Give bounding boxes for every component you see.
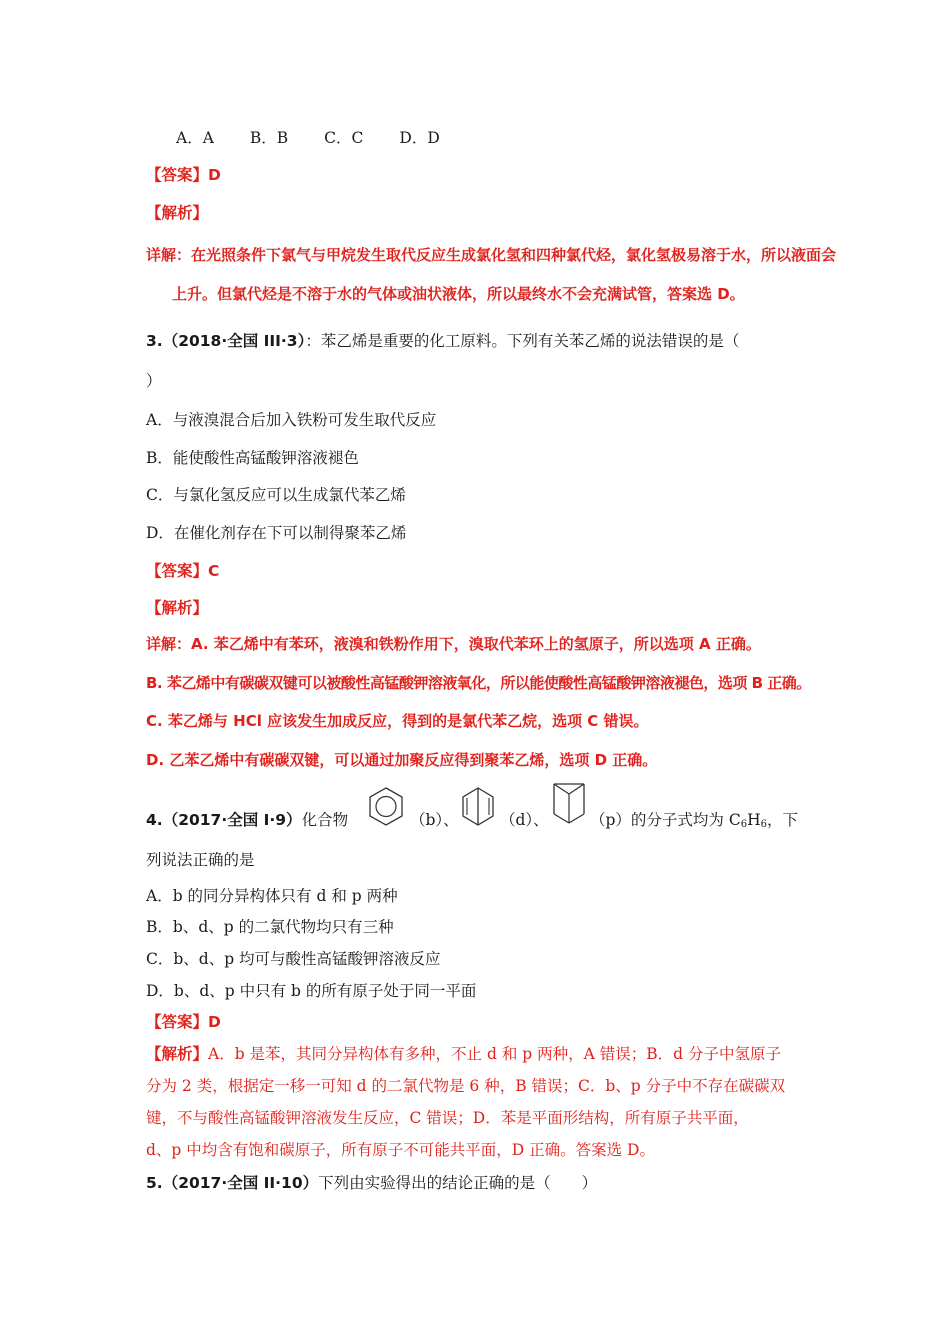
q3-detail-b: B. 苯乙烯中有碳碳双键可以被酸性高锰酸钾溶液氧化，所以能使酸性高锰酸钾溶液褪色，选项 B 正确。 — [146, 674, 811, 692]
q4-analysis-tag: 【解析】 — [146, 1045, 209, 1063]
q4-stem-line2: 列说法正确的是 — [146, 851, 255, 869]
formula-subscript-h: 6 — [760, 819, 767, 830]
q2-detail-line1: 详解：在光照条件下氯气与甲烷发生取代反应生成氯化氢和四种氯代烃，氯化氢极易溶于水，所以液面会 — [146, 246, 837, 264]
benzene-structure-b — [366, 785, 406, 829]
q4-analysis-line3: 键，不与酸性高锰酸钾溶液发生反应，C 错误；D．苯是平面形结构，所有原子共平面， — [146, 1109, 749, 1127]
q2-option-a: A．A — [176, 129, 214, 147]
q4-number: 4. — [146, 811, 163, 829]
answer-value: C — [208, 562, 220, 580]
q4-source: （2017·全国 I·9） — [162, 811, 302, 829]
answer-value: D — [208, 166, 221, 184]
q4-answer — [146, 1011, 221, 1033]
q2-options — [176, 127, 476, 149]
q2-detail-line2: 上升。但氯代烃是不溶于水的气体或油状液体，所以最终水不会充满试管，答案选 D。 — [172, 285, 745, 303]
q3-detail-d: D. 乙苯乙烯中有碳碳双键，可以通过加聚反应得到聚苯乙烯，选项 D 正确。 — [146, 751, 658, 769]
q3-detail-a: 详解：A. 苯乙烯中有苯环，液溴和铁粉作用下，溴取代苯环上的氢原子，所以选项 A 正确。 — [146, 635, 761, 653]
q3-number: 3. — [146, 332, 163, 350]
q2-option-c: C．C — [324, 129, 364, 147]
formula-subscript-c: 6 — [740, 819, 748, 830]
q3-option-c: C．与氯化氢反应可以生成氯代苯乙烯 — [146, 486, 406, 504]
q3-source: （2018·全国 III·3） — [162, 332, 306, 350]
q2-option-d: D．D — [399, 129, 440, 147]
q4-analysis-line4: d、p 中均含有饱和碳原子，所有原子不可能共平面，D 正确。答案选 D。 — [146, 1141, 655, 1159]
q5-stem-text: 下列由实验得出的结论正确的是（ ） — [318, 1174, 598, 1192]
q4-option-c: C．b、d、p 均可与酸性高锰酸钾溶液反应 — [146, 950, 441, 968]
q4-option-a: A．b 的同分异构体只有 d 和 p 两种 — [146, 887, 398, 905]
q4-label-p-formula — [590, 809, 798, 836]
q4-stem-prefix — [146, 809, 348, 831]
answer-value: D — [208, 1013, 221, 1031]
formula-h: H — [747, 811, 761, 829]
q3-stem-text: ：苯乙烯是重要的化工原料。下列有关苯乙烯的说法错误的是（ — [305, 332, 740, 350]
q4-analysis-line1 — [146, 1043, 781, 1065]
q2-analysis-tag: 【解析】 — [146, 204, 209, 222]
answer-tag: 【答案】 — [146, 1013, 209, 1031]
q3-answer — [146, 560, 219, 582]
q4-stem-suffix: ，下 — [767, 811, 799, 829]
q3-stem-close: ） — [146, 372, 162, 390]
q2-option-b: B．B — [249, 129, 289, 147]
q3-analysis-tag: 【解析】 — [146, 599, 209, 617]
q4-analysis-line2: 分为 2 类，根据定一移一可知 d 的二氯代物是 6 种，B 错误；C．b、p 分子中不存在碳碳双 — [146, 1077, 786, 1095]
q4-stem-text: 化合物 — [301, 811, 349, 829]
q3-stem — [146, 330, 739, 352]
q5-number: 5. — [146, 1174, 163, 1192]
q5-source: （2017·全国 II·10） — [162, 1174, 319, 1192]
q4-analysis-text1: A．b 是苯，其同分异构体有多种，不止 d 和 p 两种，A 错误；B．d 分子中氢原子 — [208, 1045, 781, 1063]
answer-tag: 【答案】 — [146, 562, 209, 580]
q5-stem — [146, 1172, 597, 1194]
q4-label-d: （d）、 — [500, 811, 549, 829]
q3-detail-c: C. 苯乙烯与 HCl 应该发生加成反应，得到的是氯代苯乙烷，选项 C 错误。 — [146, 712, 649, 730]
prismane-structure-p — [550, 780, 588, 826]
q3-option-d: D．在催化剂存在下可以制得聚苯乙烯 — [146, 524, 407, 542]
answer-tag: 【答案】 — [146, 166, 209, 184]
q4-label-b: （b）、 — [410, 811, 459, 829]
q2-answer — [146, 164, 221, 186]
q3-option-a: A．与液溴混合后加入铁粉可发生取代反应 — [146, 411, 437, 429]
q3-option-b: B．能使酸性高锰酸钾溶液褪色 — [146, 449, 359, 467]
q4-option-b: B．b、d、p 的二氯代物均只有三种 — [146, 918, 394, 936]
q4-label-p: （p）的分子式均为 C — [590, 811, 741, 829]
dewar-benzene-structure-d — [460, 785, 496, 829]
q4-option-d: D．b、d、p 中只有 b 的所有原子处于同一平面 — [146, 982, 477, 1000]
